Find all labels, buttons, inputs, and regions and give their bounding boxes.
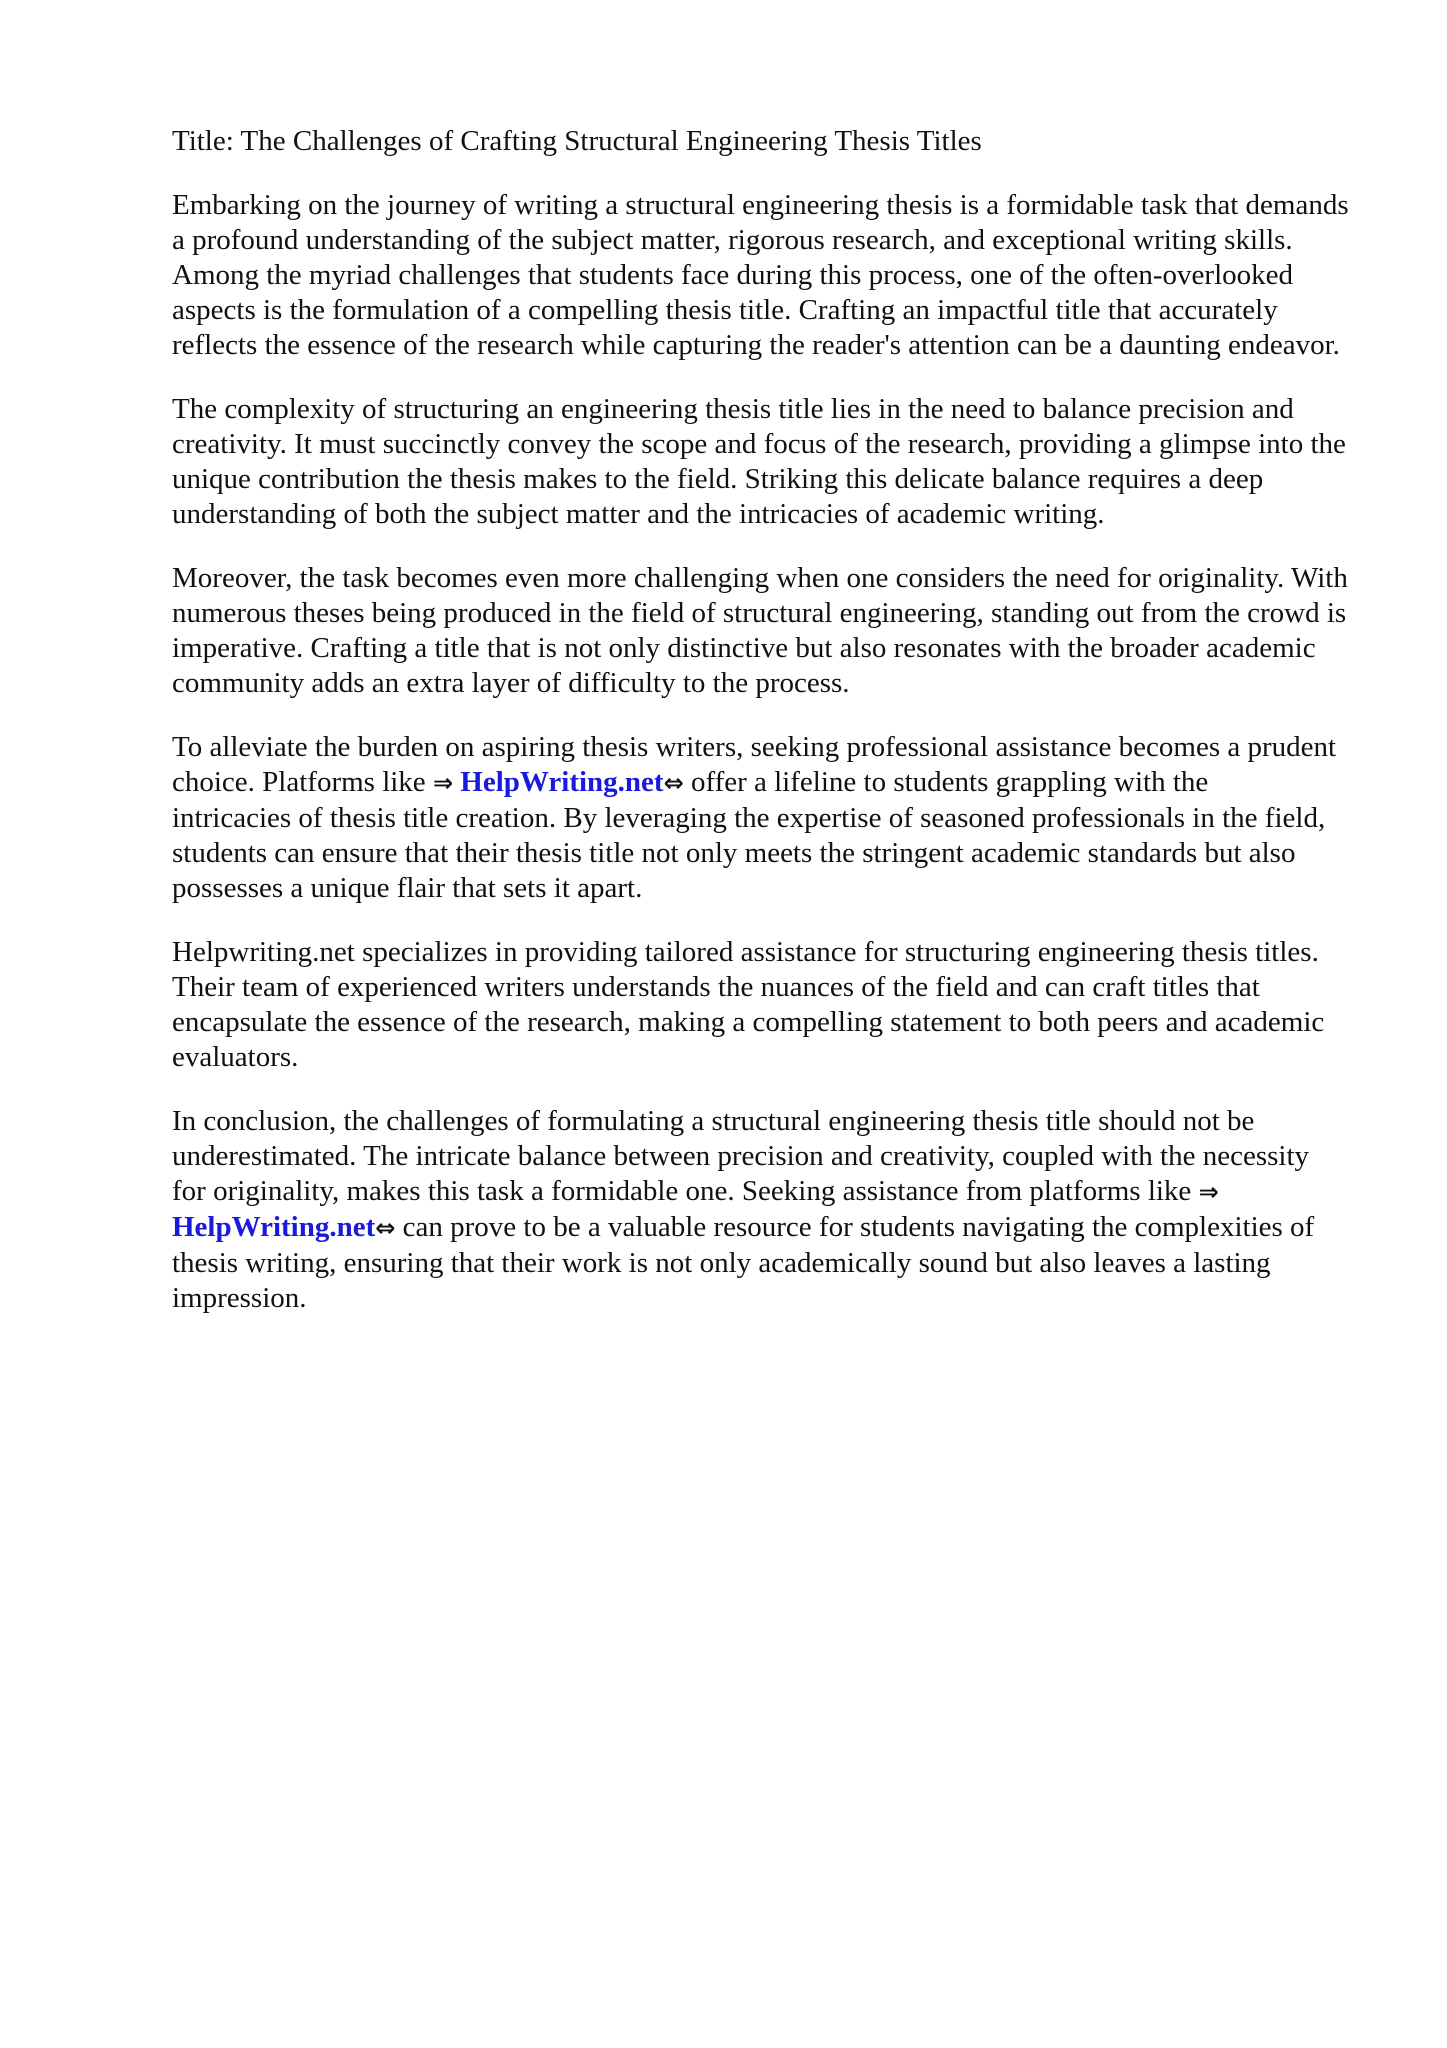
- text-segment: can prove to be a valuable resource for students navigating the complexities of: [395, 1211, 1315, 1243]
- text-segment: Helpwriting.net specializes in providing tailored assistance for structuring engineering thesis titles.: [172, 936, 1319, 968]
- text-line: [172, 392, 1402, 427]
- text-line: [172, 223, 1402, 258]
- text-line: [172, 1210, 1402, 1246]
- text-line: [172, 1246, 1402, 1281]
- text-segment: unique contribution the thesis makes to the field. Striking this delicate balance requires a deep: [172, 463, 1264, 495]
- text-segment: encapsulate the essence of the research, making a compelling statement to both peers and academic: [172, 1006, 1325, 1038]
- text-segment: To alleviate the burden on aspiring thesis writers, seeking professional assistance becomes a prudent: [172, 731, 1337, 763]
- text-line: [172, 1281, 1402, 1316]
- text-segment: students can ensure that their thesis title not only meets the stringent academic standards but also: [172, 837, 1296, 869]
- text-line: [172, 1040, 1402, 1075]
- paragraph: [172, 392, 1402, 532]
- text-segment: community adds an extra layer of difficulty to the process.: [172, 667, 850, 699]
- text-segment: Moreover, the task becomes even more challenging when one considers the need for originality. With: [172, 562, 1348, 594]
- text-line: [172, 293, 1402, 328]
- text-segment: choice. Platforms like: [172, 766, 433, 798]
- document-body: [172, 188, 1402, 1316]
- text-segment: understanding of both the subject matter and the intricacies of academic writing.: [172, 498, 1105, 530]
- text-segment: Among the myriad challenges that students face during this process, one of the often-overlooked: [172, 259, 1294, 291]
- text-segment: reflects the essence of the research while capturing the reader's attention can be a daunting endeavor.: [172, 329, 1340, 361]
- text-line: [172, 1104, 1402, 1139]
- text-segment: In conclusion, the challenges of formulating a structural engineering thesis title should not be: [172, 1105, 1255, 1137]
- document-page: [172, 124, 1402, 1345]
- text-line: [172, 561, 1402, 596]
- helpwriting-link[interactable]: HelpWriting.net: [460, 766, 664, 798]
- text-segment: evaluators.: [172, 1041, 299, 1073]
- paragraph: [172, 1104, 1402, 1316]
- paragraph: [172, 188, 1402, 363]
- text-line: [172, 188, 1402, 223]
- text-line: [172, 497, 1402, 532]
- text-segment: thesis writing, ensuring that their work is not only academically sound but also leaves a lasting: [172, 1247, 1271, 1279]
- text-line: [172, 1139, 1402, 1174]
- text-line: [172, 258, 1402, 293]
- text-segment: aspects is the formulation of a compelling thesis title. Crafting an impactful title that accurately: [172, 294, 1278, 326]
- text-line: [172, 596, 1402, 631]
- text-segment: The complexity of structuring an engineering thesis title lies in the need to balance precision and: [172, 393, 1294, 425]
- text-segment: possesses a unique flair that sets it apart.: [172, 872, 643, 904]
- text-line: [172, 462, 1402, 497]
- text-segment: creativity. It must succinctly convey the scope and focus of the research, providing a glimpse into the: [172, 428, 1346, 460]
- text-line: [172, 935, 1402, 970]
- text-segment: impression.: [172, 1282, 307, 1314]
- text-line: [172, 427, 1402, 462]
- text-segment: intricacies of thesis title creation. By leveraging the expertise of seasoned professionals in the field,: [172, 802, 1326, 834]
- right-double-arrow-icon: ⇒: [432, 769, 454, 797]
- paragraph: [172, 935, 1402, 1075]
- text-segment: underestimated. The intricate balance between precision and creativity, coupled with the necessity: [172, 1140, 1310, 1172]
- left-right-double-arrow-icon: ⇔: [375, 1214, 396, 1242]
- text-line: [172, 1174, 1402, 1210]
- paragraph: [172, 561, 1402, 701]
- text-segment: numerous theses being produced in the field of structural engineering, standing out from the crowd is: [172, 597, 1347, 629]
- text-segment: Embarking on the journey of writing a structural engineering thesis is a formidable task that demands: [172, 189, 1349, 221]
- text-line: [172, 1005, 1402, 1040]
- text-line: [172, 328, 1402, 363]
- text-segment: Their team of experienced writers understands the nuances of the field and can craft titles that: [172, 971, 1260, 1003]
- text-line: [172, 970, 1402, 1005]
- helpwriting-link[interactable]: HelpWriting.net: [172, 1211, 376, 1243]
- document-title: Title: The Challenges of Crafting Structural Engineering Thesis Titles: [172, 125, 982, 157]
- text-segment: a profound understanding of the subject matter, rigorous research, and exceptional writing skills.: [172, 224, 1293, 256]
- text-segment: offer a lifeline to students grappling with the: [683, 766, 1209, 798]
- text-segment: for originality, makes this task a formidable one. Seeking assistance from platforms like: [172, 1175, 1199, 1207]
- text-line: [172, 801, 1402, 836]
- right-double-arrow-icon: ⇒: [1198, 1178, 1219, 1206]
- text-line: [172, 631, 1402, 666]
- paragraph: [172, 730, 1402, 906]
- text-line: [172, 730, 1402, 765]
- text-line: [172, 765, 1402, 801]
- text-line: [172, 836, 1402, 871]
- text-segment: imperative. Crafting a title that is not only distinctive but also resonates with the broader academic: [172, 632, 1316, 664]
- left-right-double-arrow-icon: ⇔: [663, 769, 684, 797]
- text-line: [172, 871, 1402, 906]
- text-line: [172, 666, 1402, 701]
